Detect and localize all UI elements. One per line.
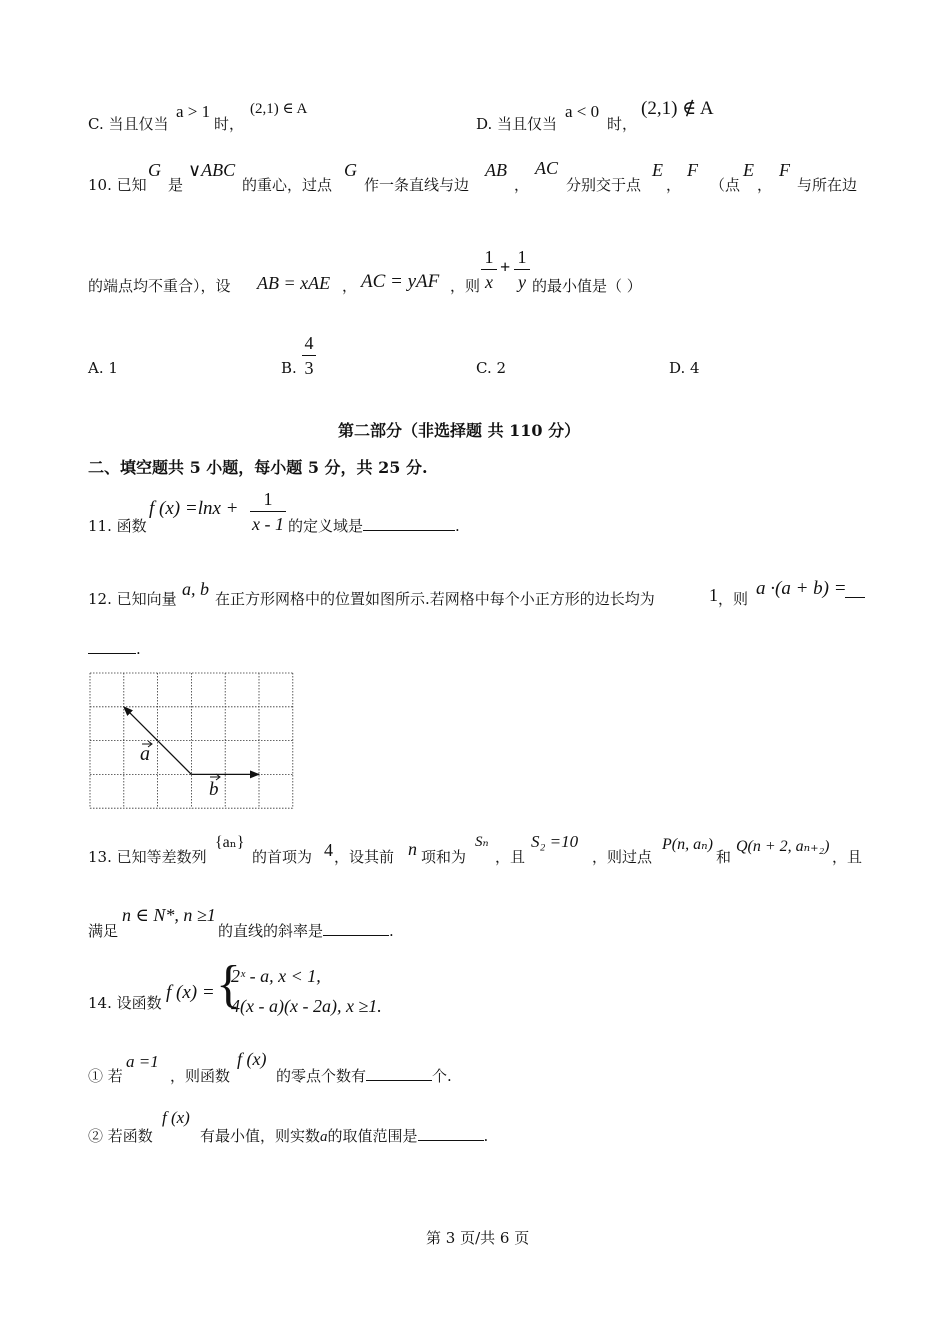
q13-n: n bbox=[408, 839, 417, 859]
q10-G2: G bbox=[344, 160, 357, 180]
page-footer: 第 3 页/共 6 页 bbox=[426, 1229, 530, 1247]
q14-sub2-text3: 的取值范围是 bbox=[327, 1127, 418, 1145]
q13-cond: n ∈ N*, n ≥1 bbox=[122, 905, 216, 925]
q10-E: E bbox=[652, 160, 663, 180]
q10-triangle: ∨ABC bbox=[188, 160, 236, 180]
q10-option-a: A. 1 bbox=[88, 359, 118, 377]
q10-frac-1y bbox=[514, 246, 530, 293]
q10-comma4: ， bbox=[342, 277, 358, 295]
q9-option-d-prefix: D. 当且仅当 bbox=[476, 115, 558, 133]
q14-sub1-answer-blank[interactable] bbox=[366, 1079, 432, 1081]
q9-option-c bbox=[88, 113, 168, 134]
q10-frac-1y-bar bbox=[514, 269, 530, 270]
q14-sub2-tail bbox=[200, 1125, 488, 1146]
q10-plus: + bbox=[500, 257, 511, 277]
q10-frac-1x bbox=[481, 246, 497, 293]
q12-label-a: a bbox=[140, 743, 150, 765]
q12-vectors: a, b bbox=[182, 579, 209, 599]
q11-tail-text: 的定义域是 bbox=[288, 517, 364, 535]
q13-line2-text: 满足 bbox=[88, 922, 119, 940]
q14-lhs: f (x) = bbox=[166, 982, 215, 1003]
q10-option-b-den: 3 bbox=[304, 358, 314, 378]
q13-text6: ，且 bbox=[832, 848, 863, 866]
q10-AB: AB bbox=[485, 160, 507, 180]
q11-lhs: f (x) =lnx + bbox=[149, 498, 239, 519]
q12-answer-blank-2[interactable] bbox=[88, 652, 136, 654]
q10-comma3: ， bbox=[757, 176, 773, 194]
part2-title: 第二部分（非选择题 共 110 分） bbox=[338, 421, 581, 440]
q10-frac-1x-num: 1 bbox=[484, 247, 494, 267]
q10-comma2: ， bbox=[666, 176, 682, 194]
q11-tail bbox=[288, 515, 460, 536]
q10-line2-text: 的端点均不重合），设 bbox=[88, 277, 231, 295]
q14-case1: 2ˣ - a, x < 1, bbox=[231, 966, 321, 986]
q13-line2-tail-text: 的直线的斜率是 bbox=[218, 922, 324, 940]
q12-one: 1 bbox=[709, 585, 718, 605]
q10-option-b-frac bbox=[302, 332, 316, 379]
q10-number: 10. 已知 bbox=[88, 176, 147, 194]
q11-frac-bar bbox=[250, 511, 286, 512]
q10-text-then: ，则 bbox=[450, 277, 481, 295]
q11-frac-num: 1 bbox=[263, 489, 273, 509]
q14-sub2-var: a bbox=[320, 1129, 328, 1145]
q10-option-b: B. bbox=[281, 359, 297, 377]
q10-text-min: 的最小值是（ ） bbox=[532, 277, 642, 295]
q9-option-c-prefix: C. 当且仅当 bbox=[88, 115, 169, 133]
q14-sub1-end: 个. bbox=[432, 1067, 452, 1085]
q10-text-point: （点 bbox=[710, 176, 741, 194]
q10-frac-1x-den: x bbox=[485, 272, 493, 292]
q10-option-b-num: 4 bbox=[304, 333, 314, 353]
q12-text: 在正方形网格中的位置如图所示.若网格中每个小正方形的边长均为 bbox=[215, 590, 655, 608]
q12-end: . bbox=[136, 640, 141, 658]
q10-option-b-bar bbox=[302, 355, 316, 356]
q11-number: 11. 函数 bbox=[88, 517, 147, 535]
q10-E2: E bbox=[743, 160, 754, 180]
q10-G: G bbox=[148, 160, 161, 180]
q13-text5: ，则过点 bbox=[592, 848, 653, 866]
q14-brace: { bbox=[216, 956, 241, 1013]
q10-option-c: C. 2 bbox=[476, 359, 507, 377]
q11-answer-blank[interactable] bbox=[363, 529, 455, 531]
q10-F: F bbox=[687, 160, 698, 180]
q13-P: P(n, aₙ) bbox=[662, 836, 713, 853]
q14-sub1-cond: a =1 bbox=[126, 1052, 159, 1071]
q10-text-edge: 与所在边 bbox=[797, 176, 858, 194]
q10-text-is: 是 bbox=[168, 176, 184, 194]
q14-sub2-end: . bbox=[483, 1127, 489, 1145]
q10-eq2: AC = yAF bbox=[361, 271, 440, 292]
q12-label-b: b bbox=[209, 779, 219, 800]
q13-text2: ，设其前 bbox=[334, 848, 395, 866]
q13-four: 4 bbox=[324, 840, 333, 860]
q13-seq: {aₙ} bbox=[215, 834, 245, 851]
q14-number: 14. 设函数 bbox=[88, 994, 162, 1012]
q9-option-d-result: (2,1) ∉ A bbox=[641, 98, 714, 119]
q13-Q: Q(n + 2, aₙ₊₂) bbox=[736, 838, 830, 855]
q12-line2 bbox=[88, 640, 141, 658]
q11-frac-den: x - 1 bbox=[252, 514, 284, 534]
q10-AC: AC bbox=[535, 158, 559, 178]
q9-option-d-mid: 时， bbox=[607, 115, 638, 133]
q14-sub1-text2: ，则函数 bbox=[170, 1067, 231, 1085]
q14-sub1-f: f (x) bbox=[237, 1049, 267, 1069]
q12-expr: a ·(a + b) = bbox=[756, 578, 847, 599]
q10-frac-1x-bar bbox=[481, 269, 497, 270]
q13-and: 和 bbox=[716, 848, 732, 866]
q13-text4: ，且 bbox=[495, 848, 526, 866]
part2-section-heading: 二、填空题共 5 小题，每小题 5 分，共 25 分. bbox=[88, 458, 428, 477]
q13-line2-tail bbox=[218, 920, 394, 941]
q9-option-d-cond: a < 0 bbox=[565, 102, 600, 121]
q13-Sn: Sₙ bbox=[475, 834, 489, 850]
q14-sub1-text: ① 若 bbox=[88, 1067, 123, 1085]
q12-then: ，则 bbox=[718, 590, 749, 608]
q10-option-d: D. 4 bbox=[669, 359, 700, 377]
q13-answer-blank[interactable] bbox=[323, 934, 389, 936]
q11-frac bbox=[250, 488, 286, 535]
q14-sub2-text: ② 若函数 bbox=[88, 1127, 153, 1145]
q13-number: 13. 已知等差数列 bbox=[88, 848, 207, 866]
q10-frac-1y-den: y bbox=[518, 272, 526, 292]
q12-answer-blank-1[interactable] bbox=[845, 597, 865, 598]
q14-sub2-answer-blank[interactable] bbox=[418, 1139, 484, 1141]
q14-case2: 4(x - a)(x - 2a), x ≥1. bbox=[231, 996, 382, 1016]
q10-text-centroid: 的重心，过点 bbox=[242, 176, 333, 194]
q11-end: . bbox=[455, 517, 460, 535]
q9-option-c-mid: 时， bbox=[214, 115, 245, 133]
q10-frac-1y-num: 1 bbox=[517, 247, 527, 267]
q13-end: . bbox=[389, 922, 394, 940]
q13-S2: S₂ =10 bbox=[531, 832, 579, 851]
q14-sub1-tail-text: 的零点个数有 bbox=[276, 1067, 367, 1085]
q14-sub2-f: f (x) bbox=[162, 1108, 190, 1127]
q13-text1: 的首项为 bbox=[252, 848, 313, 866]
q13-text3: 项和为 bbox=[421, 848, 467, 866]
q12-grid-lines bbox=[90, 673, 293, 808]
q9-option-c-result: (2,1) ∈ A bbox=[250, 101, 308, 117]
q14-sub2-text2: 有最小值，则实数 bbox=[200, 1127, 321, 1145]
q10-text-line: 作一条直线与边 bbox=[364, 176, 470, 194]
q10-F2: F bbox=[779, 160, 790, 180]
q14-sub1-tail bbox=[276, 1065, 452, 1086]
q9-option-c-cond: a > 1 bbox=[176, 102, 211, 121]
q10-text-intersect: 分别交于点 bbox=[566, 176, 642, 194]
q10-eq1: AB = xAE bbox=[257, 273, 331, 293]
q12-number: 12. 已知向量 bbox=[88, 590, 177, 608]
q12-vector-grid-figure bbox=[88, 671, 296, 809]
q10-comma: ， bbox=[514, 176, 530, 194]
